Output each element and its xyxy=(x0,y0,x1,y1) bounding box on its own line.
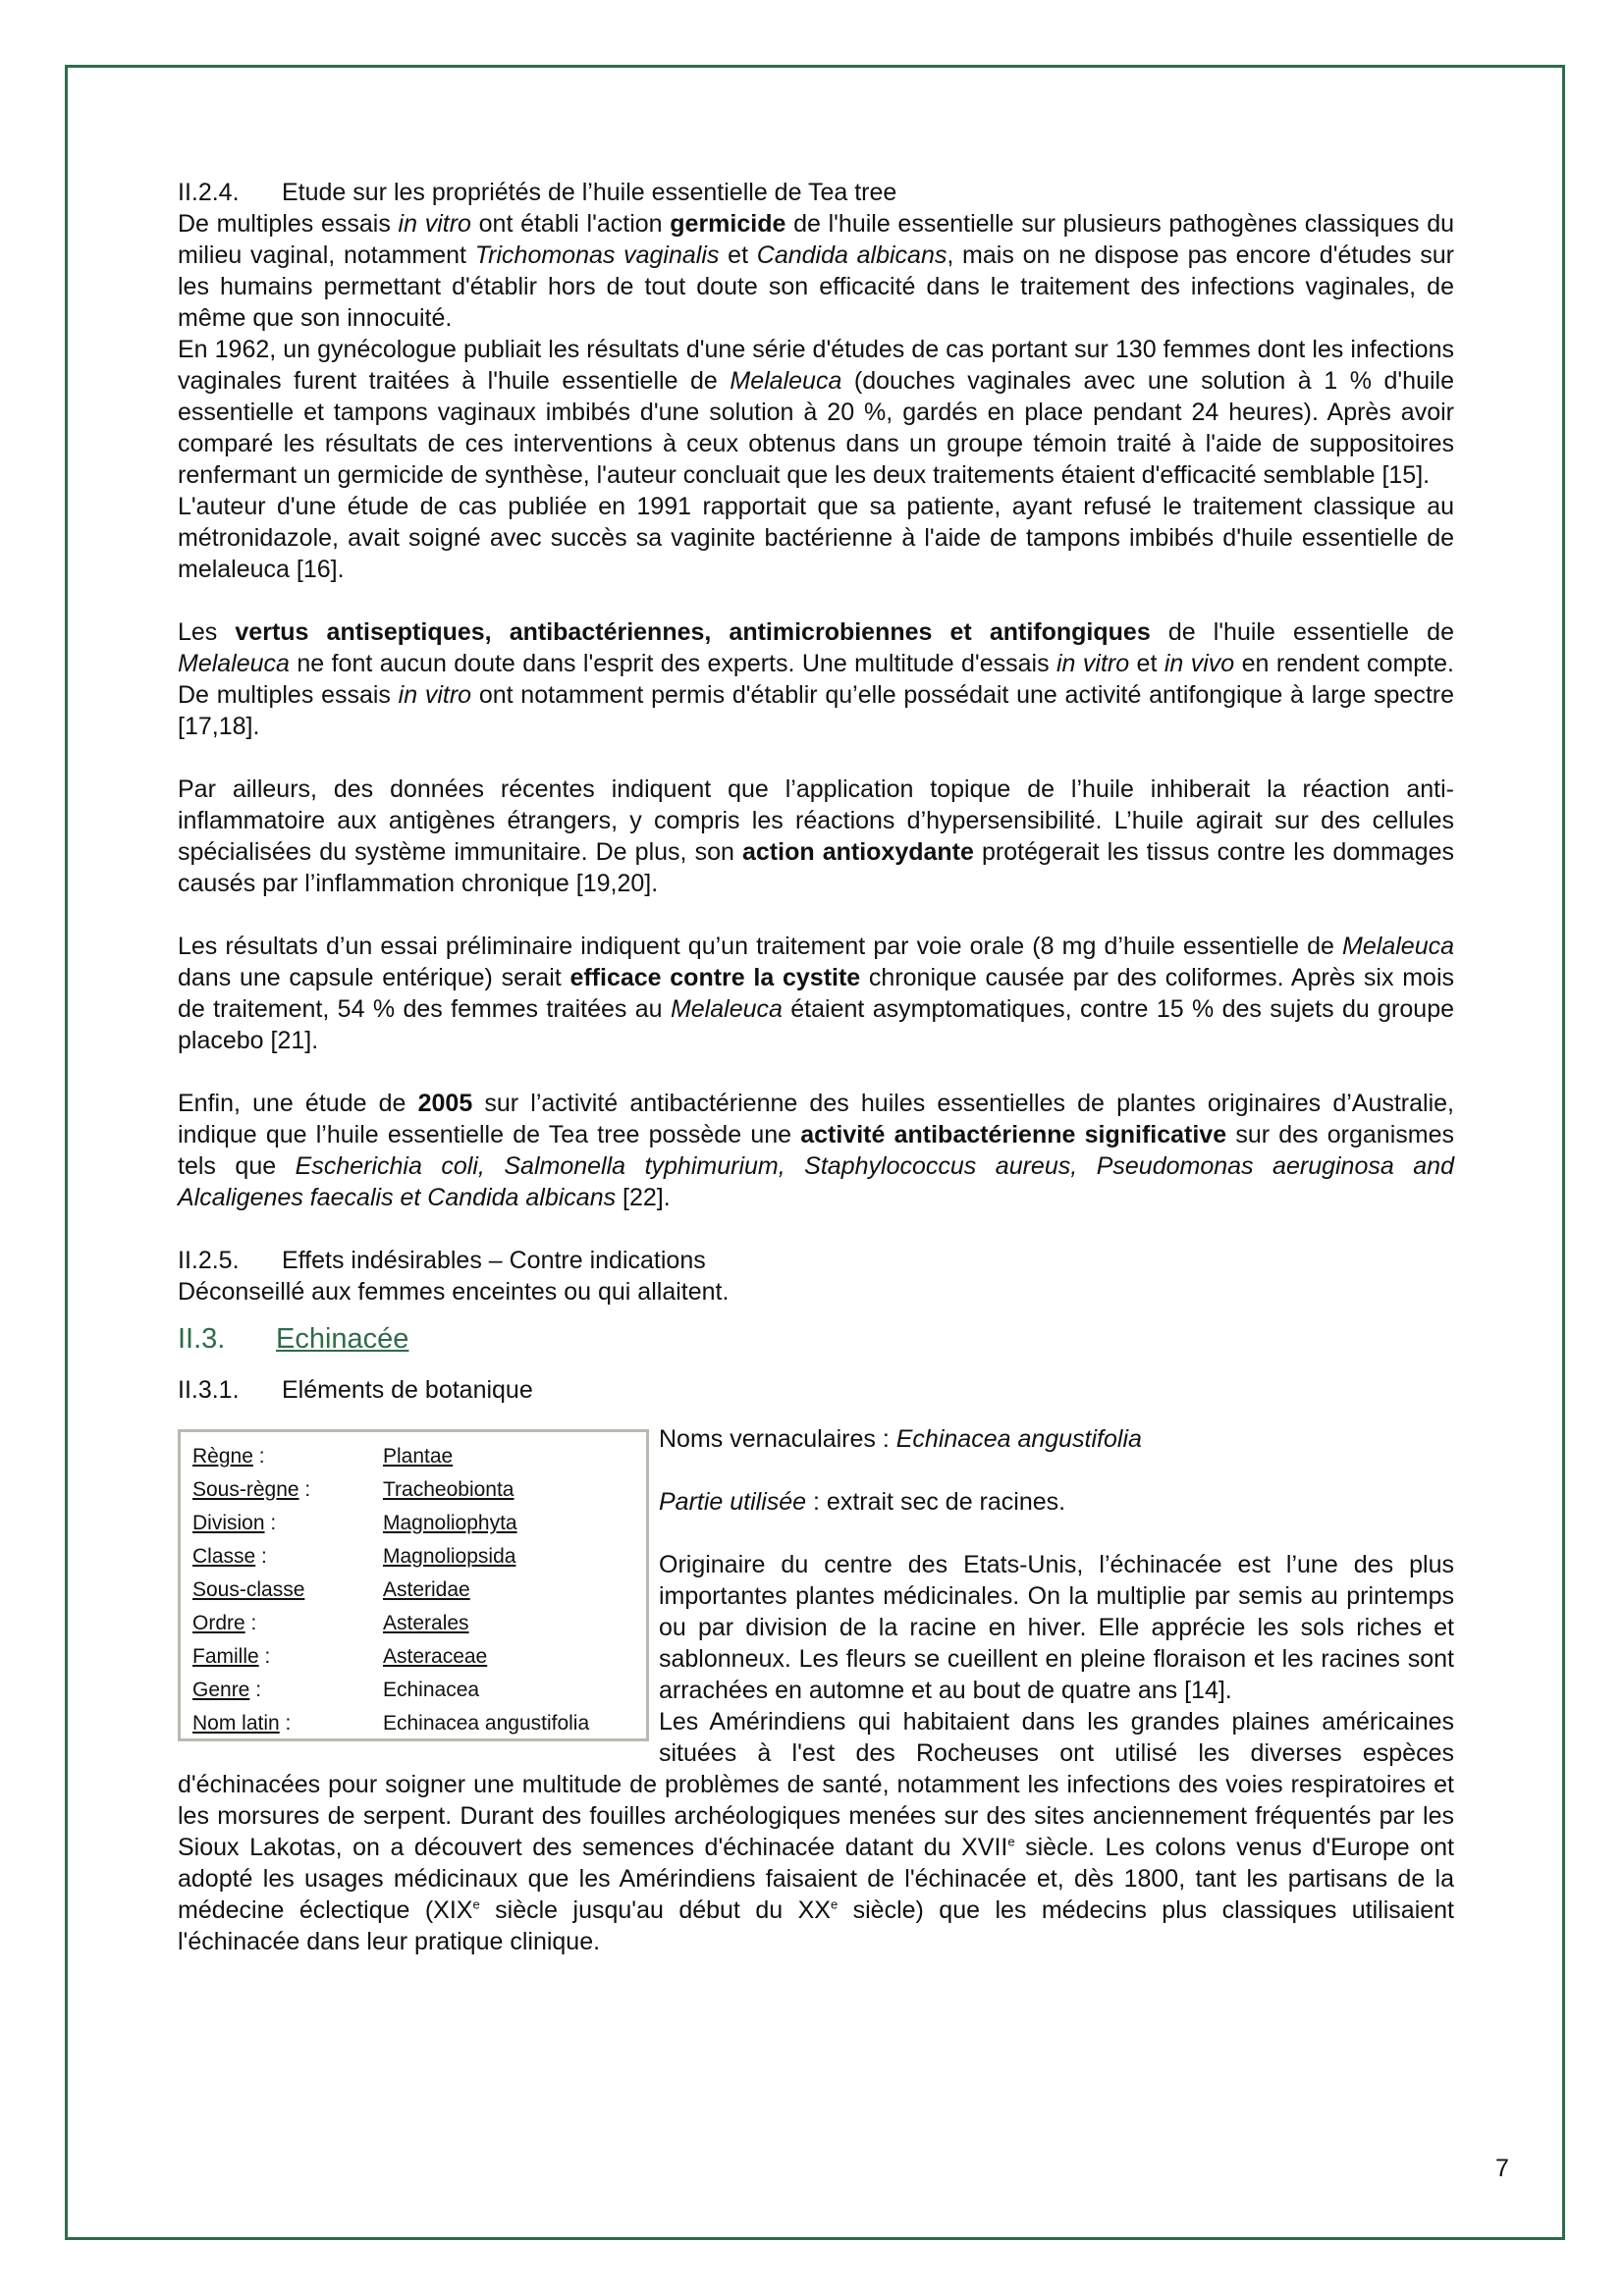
value-italic: Echinacea angustifolia xyxy=(895,1425,1142,1453)
text-bold: activité antibactérienne significative xyxy=(800,1121,1227,1148)
taxonomy-value-link[interactable]: Asteridae xyxy=(383,1578,470,1601)
taxonomy-rank-link[interactable]: Ordre xyxy=(192,1612,245,1634)
label: Noms vernaculaires : xyxy=(659,1425,896,1453)
taxonomy-rank-link[interactable]: Genre xyxy=(192,1679,250,1701)
contraindication-text: Déconseillé aux femmes enceintes ou qui allaitent. xyxy=(178,1278,730,1306)
taxonomy-rank-link[interactable]: Règne xyxy=(192,1445,253,1468)
text: (douches vaginales avec une solution à 1 % d'huile essentielle et tampons vaginaux imbibés d'une solution à 20 %, gardés en place pendant 24 heures). Après avoir comparé les résultats de ces interventions à ceux obtenus dans un groupe témoin traité à l'aide de suppositoires renfermant un germicide de synthèse, l'auteur concluait que les deux traitements étaient d'efficacité semblable [15]. xyxy=(178,367,1454,489)
paragraph-1962-study xyxy=(178,334,1454,491)
text: sur des organismes tels que xyxy=(178,1121,1454,1180)
text: Les résultats d’un essai préliminaire indiquent qu’un traitement par voie orale (8 mg d’huile essentielle de xyxy=(178,933,1343,960)
text: sur l’activité antibactérienne des huiles essentielles de plantes originaires d’Australie, indique que l’huile essentielle de Tea tree possède une xyxy=(178,1090,1454,1148)
text-bold: vertus antiseptiques, antibactériennes, antimicrobiennes et antifongiques xyxy=(235,618,1151,646)
taxonomy-rank xyxy=(192,1507,383,1540)
taxonomy-value xyxy=(383,1507,589,1540)
text: dans une capsule entérique) serait xyxy=(178,964,570,991)
text: et xyxy=(1129,650,1164,677)
taxonomy-table xyxy=(192,1440,589,1740)
text: chronique causée par des coliformes. Après six mois de traitement, 54 % des femmes traitées au xyxy=(178,964,1454,1023)
section-heading-2-2-4 xyxy=(178,177,1454,208)
text-bold: action antioxydante xyxy=(741,838,974,866)
taxonomy-rank xyxy=(192,1473,383,1507)
section-title: Effets indésirables – Contre indications xyxy=(282,1247,706,1274)
taxonomy-rank-link[interactable]: Sous-règne xyxy=(192,1478,299,1501)
text: siècle) que les médecins plus classiques utilisaient l'échinacée dans leur pratique clinique. xyxy=(178,1896,1454,1955)
taxonomy-row xyxy=(192,1607,589,1640)
text: De multiples essais xyxy=(178,210,399,238)
section-title: Etude sur les propriétés de l’huile essentielle de Tea tree xyxy=(282,179,897,206)
taxonomy-row xyxy=(192,1440,589,1473)
text-italic: Melaleuca xyxy=(178,650,290,677)
taxonomy-separator: : xyxy=(298,1478,311,1501)
taxonomy-row xyxy=(192,1707,589,1740)
text-bold: 2005 xyxy=(417,1090,473,1117)
section-number: II.2.4. xyxy=(178,179,240,206)
text-italic: Melaleuca xyxy=(670,995,783,1023)
taxonomy-separator: : xyxy=(258,1645,271,1668)
text-italic: in vivo xyxy=(1164,650,1235,677)
paragraph-cystitis xyxy=(178,931,1454,1056)
taxonomy-separator: : xyxy=(255,1545,267,1568)
text: protégerait les tissus contre les dommages causés par l’inflammation chronique [19,20]. xyxy=(178,838,1454,897)
taxonomy-rank xyxy=(192,1574,383,1607)
superscript: e xyxy=(1007,1834,1015,1849)
taxonomy-rank-link[interactable]: Classe xyxy=(192,1545,256,1568)
taxonomy-rank-link[interactable]: Nom latin xyxy=(192,1712,280,1735)
text-italic: Escherichia coli, Salmonella typhimurium, Staphylococcus aureus, Pseudomonas aeruginosa and Alcaligenes faecalis et Candida albicans xyxy=(178,1152,1454,1211)
text-italic: Melaleuca xyxy=(730,367,842,395)
taxonomy-value xyxy=(383,1607,589,1640)
taxonomy-rank xyxy=(192,1707,383,1740)
text: Les xyxy=(178,618,236,646)
history-paragraph xyxy=(178,1706,1454,1957)
text-italic: in vitro xyxy=(398,681,472,709)
taxonomy-value-link[interactable]: Magnoliophyta xyxy=(383,1512,517,1534)
text: siècle jusqu'au début du XX xyxy=(479,1896,831,1924)
taxonomy-separator: : xyxy=(249,1679,262,1701)
paragraph-2005-study xyxy=(178,1088,1454,1213)
taxonomy-row xyxy=(192,1674,589,1707)
taxonomy-separator: : xyxy=(252,1445,265,1468)
superscript: e xyxy=(472,1896,480,1912)
paragraph-antioxidant xyxy=(178,774,1454,899)
taxonomy-row xyxy=(192,1640,589,1674)
taxonomy-rank xyxy=(192,1640,383,1674)
text: [22]. xyxy=(616,1184,671,1211)
document-body xyxy=(178,177,1454,1957)
text-italic: in vitro xyxy=(1056,650,1130,677)
section-heading-2-3-1 xyxy=(178,1374,1454,1406)
paragraph-germicide xyxy=(178,208,1454,334)
text: en rendent compte. De multiples essais xyxy=(178,650,1454,709)
section-title: Echinacée xyxy=(276,1323,409,1355)
taxonomy-rank-link[interactable]: Division xyxy=(192,1512,265,1534)
text-italic: Melaleuca xyxy=(1342,933,1454,960)
taxonomy-value xyxy=(383,1473,589,1507)
taxonomy-value-text: Echinacea angustifolia xyxy=(383,1712,590,1735)
taxonomy-separator: : xyxy=(264,1512,277,1534)
text: ont établi l'action xyxy=(470,210,671,238)
text-italic: Trichomonas vaginalis xyxy=(474,241,720,269)
taxonomy-value xyxy=(383,1674,589,1707)
section-heading-2-2-5 xyxy=(178,1245,1454,1276)
text-italic: in vitro xyxy=(398,210,471,238)
text: étaient asymptomatiques, contre 15 % des sujets du groupe placebo [21]. xyxy=(178,995,1454,1054)
taxonomy-value-text: Echinacea xyxy=(383,1679,480,1701)
taxonomy-box xyxy=(178,1429,649,1741)
section-number: II.2.5. xyxy=(178,1247,240,1274)
taxonomy-row xyxy=(192,1574,589,1607)
taxonomy-rank xyxy=(192,1440,383,1473)
taxonomy-value-link[interactable]: Asteraceae xyxy=(383,1645,488,1668)
text: ont notamment permis d'établir qu’elle possédait une activité antifongique à large spectre [17,18]. xyxy=(178,681,1454,740)
origin-paragraph: Originaire du centre des Etats-Unis, l’échinacée est l’une des plus importantes plantes médicinales. On la multiplie par semis au printemps ou par division de la racine en hiver. Elle apprécie les sols riches et sablonneux. Les fleurs se cueillent en pleine floraison et les racines sont arrachées en automne et au bout de quatre ans [14]. xyxy=(659,1551,1454,1704)
taxonomy-value xyxy=(383,1707,589,1740)
taxonomy-value xyxy=(383,1640,589,1674)
text: et xyxy=(719,241,757,269)
taxonomy-value-link[interactable]: Magnoliopsida xyxy=(383,1545,516,1568)
taxonomy-rank-link[interactable]: Sous-classe xyxy=(192,1578,305,1601)
text-bold: efficace contre la cystite xyxy=(569,964,861,991)
text: Par ailleurs, des données récentes indiquent que l’application topique de l’huile inhiberait la réaction anti-inflammatoire aux antigènes étrangers, y compris les réactions d’hypersensibilité. L’huile agirait sur des cellules spécialisées du système immunitaire. De plus, son xyxy=(178,775,1454,866)
taxonomy-rank xyxy=(192,1540,383,1574)
taxonomy-rank-link[interactable]: Famille xyxy=(192,1645,259,1668)
text: Les Amérindiens qui habitaient dans les grandes plaines américaines situées à l'est des Rocheuses ont utilisé les diverses espèces d'échinacées pour soigner une multitude de problèmes de santé, notamment les infections des voies respiratoires et les morsures de serpent. Durant des fouilles archéologiques menées sur des sites anciennement fréquentés par les Sioux Lakotas, on a découvert des semences d'échinacée datant du XVII xyxy=(178,1708,1454,1861)
section-number: II.3. xyxy=(178,1323,226,1355)
paragraph-antiseptic xyxy=(178,616,1454,742)
taxonomy-value-link[interactable]: Plantae xyxy=(383,1445,454,1468)
botany-block xyxy=(178,1423,1454,1957)
taxonomy-separator: : xyxy=(279,1712,292,1735)
taxonomy-value-link[interactable]: Tracheobionta xyxy=(383,1478,514,1501)
taxonomy-separator: : xyxy=(244,1612,257,1634)
section-number: II.3.1. xyxy=(178,1376,240,1404)
page-number: 7 xyxy=(1495,2155,1509,2182)
text-bold: germicide xyxy=(670,210,786,238)
text: , mais on ne dispose pas encore d'études sur les humains permettant d'établir hors de tout doute son efficacité dans le traitement des infections vaginales, de même que son innocuité. xyxy=(178,241,1455,332)
text: ne font aucun doute dans l'esprit des experts. Une multitude d'essais xyxy=(289,650,1056,677)
taxonomy-value xyxy=(383,1574,589,1607)
taxonomy-value-link[interactable]: Asterales xyxy=(383,1612,469,1634)
taxonomy-row xyxy=(192,1507,589,1540)
taxonomy-row xyxy=(192,1473,589,1507)
text: de l'huile essentielle sur plusieurs pathogènes classiques du milieu vaginal, notamment xyxy=(178,210,1455,269)
taxonomy-row xyxy=(192,1540,589,1574)
superscript: e xyxy=(830,1896,839,1912)
text-italic: Candida albicans xyxy=(756,241,947,269)
text: siècle. Les colons venus d'Europe ont adopté les usages médicinaux que les Amérindiens faisaient de l'échinacée et, dès 1800, tant les partisans de la médecine éclectique (XIX xyxy=(178,1834,1454,1924)
taxonomy-value xyxy=(383,1540,589,1574)
label-italic: Partie utilisée xyxy=(659,1488,807,1516)
taxonomy-rank xyxy=(192,1607,383,1640)
text: En 1962, un gynécologue publiait les résultats d'une série d'études de cas portant sur 130 femmes dont les infections vaginales furent traitées à l'huile essentielle de xyxy=(178,336,1454,395)
value: : extrait sec de racines. xyxy=(806,1488,1066,1516)
section-heading-2-3 xyxy=(178,1321,1454,1357)
section-title: Eléments de botanique xyxy=(282,1376,533,1404)
taxonomy-value xyxy=(383,1440,589,1473)
paragraph-1991-study: L'auteur d'une étude de cas publiée en 1991 rapportait que sa patiente, ayant refusé le traitement classique au métronidazole, avait soigné avec succès sa vaginite bactérienne à l'aide de tampons imbibés d'huile essentielle de melaleuca [16]. xyxy=(178,493,1454,583)
text: Enfin, une étude de xyxy=(178,1090,418,1117)
text: de l'huile essentielle de xyxy=(1150,618,1454,646)
taxonomy-rank xyxy=(192,1674,383,1707)
